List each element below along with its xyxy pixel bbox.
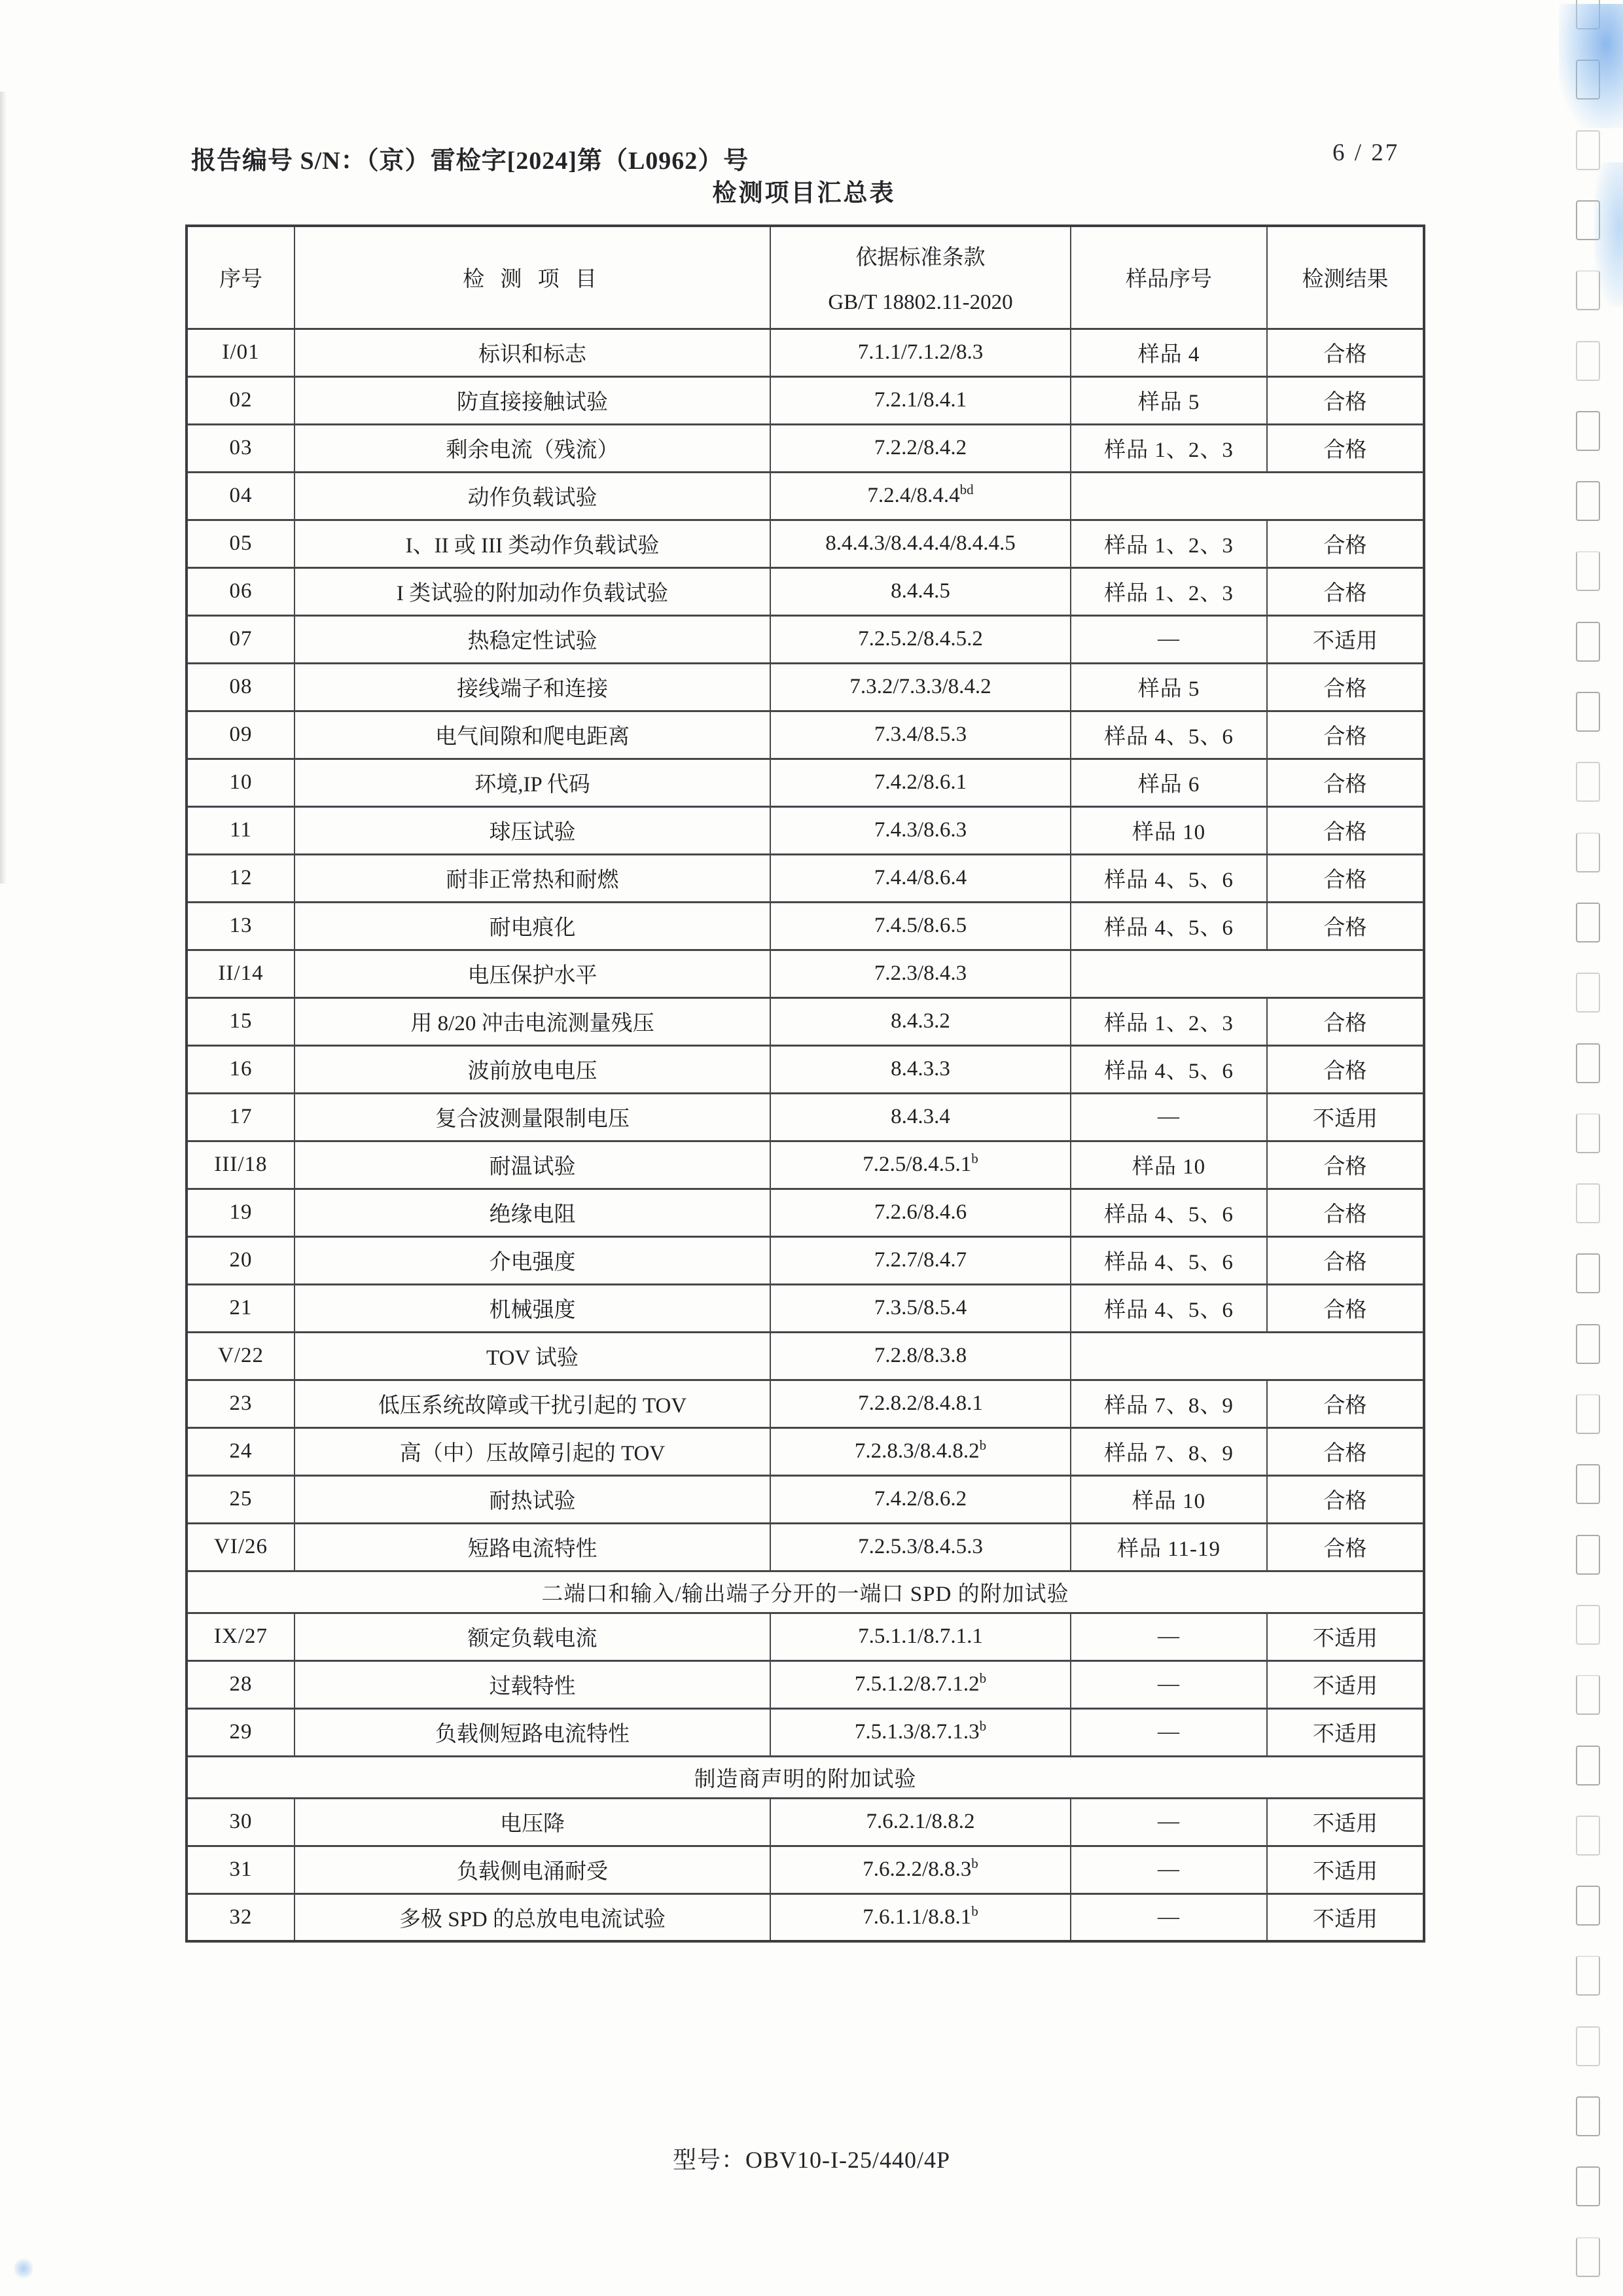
table-row bbox=[187, 520, 1424, 567]
clause-cell: 8.4.3.4 bbox=[770, 1093, 1071, 1141]
result-cell: 合格 bbox=[1267, 711, 1424, 759]
binder-hole-mark bbox=[1576, 1605, 1600, 1645]
item-cell: 负载侧短路电流特性 bbox=[294, 1708, 770, 1756]
table-row bbox=[187, 1093, 1424, 1141]
scan-edge-shadow bbox=[0, 92, 7, 884]
table-row bbox=[187, 1380, 1424, 1427]
row-no-cell: 19 bbox=[187, 1189, 294, 1236]
table-row bbox=[187, 902, 1424, 950]
table-row bbox=[187, 1284, 1424, 1332]
item-cell: 复合波测量限制电压 bbox=[294, 1093, 770, 1141]
header-result: 检测结果 bbox=[1267, 226, 1424, 329]
clause-cell: 7.2.8.2/8.4.8.1 bbox=[770, 1380, 1071, 1427]
row-no-cell: 10 bbox=[187, 759, 294, 806]
table-row bbox=[187, 1045, 1424, 1093]
table-row bbox=[187, 472, 1424, 520]
item-cell: 用 8/20 冲击电流测量残压 bbox=[294, 997, 770, 1045]
sample-cell: 样品 1、2、3 bbox=[1071, 997, 1267, 1045]
item-cell: 高（中）压故障引起的 TOV bbox=[294, 1427, 770, 1475]
row-no-cell: V/22 bbox=[187, 1332, 294, 1380]
table-row bbox=[187, 1236, 1424, 1284]
result-cell: 不适用 bbox=[1267, 615, 1424, 663]
sample-cell: 样品 10 bbox=[1071, 1475, 1267, 1523]
sample-cell: 样品 7、8、9 bbox=[1071, 1427, 1267, 1475]
sample-cell: — bbox=[1071, 1798, 1267, 1846]
sample-cell: 样品 4、5、6 bbox=[1071, 1284, 1267, 1332]
clause-cell: 7.4.3/8.6.3 bbox=[770, 806, 1071, 854]
row-no-cell: 11 bbox=[187, 806, 294, 854]
result-cell: 合格 bbox=[1267, 376, 1424, 424]
table-row bbox=[187, 1846, 1424, 1893]
row-no-cell: 30 bbox=[187, 1798, 294, 1846]
header-clause bbox=[770, 226, 1071, 329]
section-label: 二端口和输入/输出端子分开的一端口 SPD 的附加试验 bbox=[187, 1571, 1424, 1613]
table-row bbox=[187, 950, 1424, 997]
item-cell: 机械强度 bbox=[294, 1284, 770, 1332]
binder-hole-mark bbox=[1576, 341, 1600, 381]
binder-hole-mark bbox=[1576, 1675, 1600, 1715]
result-cell: 合格 bbox=[1267, 1523, 1424, 1571]
table-row bbox=[187, 1798, 1424, 1846]
result-cell: 合格 bbox=[1267, 520, 1424, 567]
item-cell: 耐电痕化 bbox=[294, 902, 770, 950]
row-no-cell: IX/27 bbox=[187, 1613, 294, 1660]
binder-hole-mark bbox=[1576, 1394, 1600, 1434]
sample-cell: 样品 4、5、6 bbox=[1071, 854, 1267, 902]
sample-cell: 样品 4、5、6 bbox=[1071, 902, 1267, 950]
clause-cell: 7.4.5/8.6.5 bbox=[770, 902, 1071, 950]
item-cell: 波前放电电压 bbox=[294, 1045, 770, 1093]
result-cell: 合格 bbox=[1267, 329, 1424, 376]
row-no-cell: 17 bbox=[187, 1093, 294, 1141]
table-row bbox=[187, 1613, 1424, 1660]
item-cell: 动作负载试验 bbox=[294, 472, 770, 520]
binder-hole-mark bbox=[1576, 2166, 1600, 2206]
row-no-cell: 25 bbox=[187, 1475, 294, 1523]
sample-cell: — bbox=[1071, 1613, 1267, 1660]
table-row bbox=[187, 997, 1424, 1045]
section-row bbox=[187, 1571, 1424, 1613]
row-no-cell: 15 bbox=[187, 997, 294, 1045]
result-cell: 合格 bbox=[1267, 1475, 1424, 1523]
row-no-cell: 32 bbox=[187, 1893, 294, 1941]
table-row bbox=[187, 376, 1424, 424]
sample-cell: 样品 4、5、6 bbox=[1071, 1045, 1267, 1093]
sample-cell: 样品 4、5、6 bbox=[1071, 711, 1267, 759]
result-cell: 合格 bbox=[1267, 806, 1424, 854]
binder-hole-mark bbox=[1576, 1535, 1600, 1575]
item-cell: 短路电流特性 bbox=[294, 1523, 770, 1571]
clause-cell: 7.2.6/8.4.6 bbox=[770, 1189, 1071, 1236]
item-cell: I、II 或 III 类动作负载试验 bbox=[294, 520, 770, 567]
section-label: 制造商声明的附加试验 bbox=[187, 1756, 1424, 1798]
item-cell: 球压试验 bbox=[294, 806, 770, 854]
clause-cell: 7.1.1/7.1.2/8.3 bbox=[770, 329, 1071, 376]
clause-cell: 8.4.3.3 bbox=[770, 1045, 1071, 1093]
item-cell: TOV 试验 bbox=[294, 1332, 770, 1380]
clause-cell: 7.5.1.2/8.7.1.2$^b$ bbox=[770, 1660, 1071, 1708]
binder-hole-mark bbox=[1576, 762, 1600, 802]
clause-cell: 7.5.1.1/8.7.1.1 bbox=[770, 1613, 1071, 1660]
result-cell: 合格 bbox=[1267, 1236, 1424, 1284]
merged-empty-cell bbox=[1071, 1332, 1424, 1380]
table-row bbox=[187, 806, 1424, 854]
clause-cell: 7.2.5/8.4.5.1$^b$ bbox=[770, 1141, 1071, 1189]
result-cell: 合格 bbox=[1267, 1045, 1424, 1093]
result-cell: 合格 bbox=[1267, 1141, 1424, 1189]
header-clause-line2: GB/T 18802.11-2020 bbox=[828, 290, 1013, 314]
clause-cell: 8.4.4.3/8.4.4.4/8.4.4.5 bbox=[770, 520, 1071, 567]
ink-smudge-top-right bbox=[1559, 4, 1623, 128]
item-cell: 剩余电流（残流） bbox=[294, 424, 770, 472]
row-no-cell: 04 bbox=[187, 472, 294, 520]
binder-hole-mark bbox=[1576, 551, 1600, 591]
binder-hole-mark bbox=[1576, 1956, 1600, 1996]
sample-cell: 样品 5 bbox=[1071, 376, 1267, 424]
table-row bbox=[187, 854, 1424, 902]
binder-hole-mark bbox=[1576, 481, 1600, 521]
result-cell: 合格 bbox=[1267, 759, 1424, 806]
result-cell: 不适用 bbox=[1267, 1093, 1424, 1141]
item-cell: 额定负载电流 bbox=[294, 1613, 770, 1660]
table-row bbox=[187, 567, 1424, 615]
binder-hole-mark bbox=[1576, 1113, 1600, 1153]
binder-hole-mark bbox=[1576, 973, 1600, 1013]
sample-cell: 样品 4、5、6 bbox=[1071, 1189, 1267, 1236]
clause-cell: 7.2.2/8.4.2 bbox=[770, 424, 1071, 472]
result-cell: 合格 bbox=[1267, 902, 1424, 950]
item-cell: 绝缘电阻 bbox=[294, 1189, 770, 1236]
clause-cell: 8.4.3.2 bbox=[770, 997, 1071, 1045]
item-cell: 介电强度 bbox=[294, 1236, 770, 1284]
clause-cell: 7.2.5.3/8.4.5.3 bbox=[770, 1523, 1071, 1571]
binder-hole-mark bbox=[1576, 2026, 1600, 2066]
binder-hole-mark bbox=[1576, 622, 1600, 662]
binder-hole-mark bbox=[1576, 1886, 1600, 1926]
item-cell: 耐热试验 bbox=[294, 1475, 770, 1523]
table-row bbox=[187, 1523, 1424, 1571]
row-no-cell: 20 bbox=[187, 1236, 294, 1284]
binder-hole-mark bbox=[1576, 1324, 1600, 1364]
clause-cell: 7.4.2/8.6.2 bbox=[770, 1475, 1071, 1523]
clause-cell: 7.2.4/8.4.4$^{bd}$ bbox=[770, 472, 1071, 520]
binder-hole-mark bbox=[1576, 2096, 1600, 2136]
item-cell: I 类试验的附加动作负载试验 bbox=[294, 567, 770, 615]
header-no: 序号 bbox=[187, 226, 294, 329]
page-title: 检测项目汇总表 bbox=[712, 180, 896, 207]
binder-hole-mark bbox=[1576, 1816, 1600, 1856]
row-no-cell: 29 bbox=[187, 1708, 294, 1756]
clause-cell: 7.2.3/8.4.3 bbox=[770, 950, 1071, 997]
item-cell: 电压降 bbox=[294, 1798, 770, 1846]
result-cell: 合格 bbox=[1267, 854, 1424, 902]
result-cell: 不适用 bbox=[1267, 1613, 1424, 1660]
result-cell: 合格 bbox=[1267, 1284, 1424, 1332]
binder-hole-mark bbox=[1576, 1183, 1600, 1223]
table-row bbox=[187, 1893, 1424, 1941]
result-cell: 合格 bbox=[1267, 1189, 1424, 1236]
row-no-cell: 16 bbox=[187, 1045, 294, 1093]
header-item: 检 测 项 目 bbox=[294, 226, 770, 329]
clause-cell: 7.4.4/8.6.4 bbox=[770, 854, 1071, 902]
header-sample: 样品序号 bbox=[1071, 226, 1267, 329]
table-row bbox=[187, 1189, 1424, 1236]
table-row bbox=[187, 1141, 1424, 1189]
sample-cell: — bbox=[1071, 615, 1267, 663]
clause-cell: 7.3.4/8.5.3 bbox=[770, 711, 1071, 759]
ink-smudge-right bbox=[1594, 162, 1623, 306]
table-row bbox=[187, 424, 1424, 472]
binder-hole-mark bbox=[1576, 1746, 1600, 1785]
sample-cell: — bbox=[1071, 1093, 1267, 1141]
item-cell: 耐非正常热和耐燃 bbox=[294, 854, 770, 902]
row-no-cell: 24 bbox=[187, 1427, 294, 1475]
binder-hole-mark bbox=[1576, 1464, 1600, 1504]
result-cell: 不适用 bbox=[1267, 1660, 1424, 1708]
result-cell: 合格 bbox=[1267, 1427, 1424, 1475]
item-cell: 电气间隙和爬电距离 bbox=[294, 711, 770, 759]
row-no-cell: III/18 bbox=[187, 1141, 294, 1189]
row-no-cell: 12 bbox=[187, 854, 294, 902]
result-cell: 不适用 bbox=[1267, 1893, 1424, 1941]
clause-cell: 8.4.4.5 bbox=[770, 567, 1071, 615]
table-row bbox=[187, 1475, 1424, 1523]
result-cell: 合格 bbox=[1267, 567, 1424, 615]
merged-empty-cell bbox=[1071, 950, 1424, 997]
clause-cell: 7.6.2.2/8.8.3$^b$ bbox=[770, 1846, 1071, 1893]
table-row bbox=[187, 759, 1424, 806]
clause-cell: 7.4.2/8.6.1 bbox=[770, 759, 1071, 806]
sample-cell: 样品 11-19 bbox=[1071, 1523, 1267, 1571]
clause-cell: 7.6.2.1/8.8.2 bbox=[770, 1798, 1071, 1846]
sample-cell: 样品 10 bbox=[1071, 806, 1267, 854]
binder-hole-mark bbox=[1576, 1253, 1600, 1293]
merged-empty-cell bbox=[1071, 472, 1424, 520]
row-no-cell: 21 bbox=[187, 1284, 294, 1332]
table-header-row bbox=[187, 226, 1424, 329]
row-no-cell: 23 bbox=[187, 1380, 294, 1427]
sample-cell: 样品 4 bbox=[1071, 329, 1267, 376]
table-body bbox=[187, 329, 1424, 1941]
sample-cell: 样品 4、5、6 bbox=[1071, 1236, 1267, 1284]
item-cell: 热稳定性试验 bbox=[294, 615, 770, 663]
row-no-cell: 06 bbox=[187, 567, 294, 615]
sample-cell: 样品 1、2、3 bbox=[1071, 567, 1267, 615]
result-cell: 合格 bbox=[1267, 424, 1424, 472]
header-clause-line1: 依据标准条款 bbox=[855, 245, 986, 270]
binder-hole-mark bbox=[1576, 903, 1600, 942]
row-no-cell: 03 bbox=[187, 424, 294, 472]
item-cell: 负载侧电涌耐受 bbox=[294, 1846, 770, 1893]
item-cell: 低压系统故障或干扰引起的 TOV bbox=[294, 1380, 770, 1427]
result-cell: 不适用 bbox=[1267, 1798, 1424, 1846]
clause-cell: 7.5.1.3/8.7.1.3$^b$ bbox=[770, 1708, 1071, 1756]
row-no-cell: 09 bbox=[187, 711, 294, 759]
table-row bbox=[187, 711, 1424, 759]
item-cell: 过载特性 bbox=[294, 1660, 770, 1708]
sample-cell: 样品 1、2、3 bbox=[1071, 424, 1267, 472]
row-no-cell: 07 bbox=[187, 615, 294, 663]
test-summary-table bbox=[185, 224, 1425, 1943]
table-row bbox=[187, 1660, 1424, 1708]
sample-cell: — bbox=[1071, 1660, 1267, 1708]
row-no-cell: 31 bbox=[187, 1846, 294, 1893]
sample-cell: 样品 7、8、9 bbox=[1071, 1380, 1267, 1427]
report-number: 报告编号 S/N：（京）雷检字[2024]第（L0962）号 bbox=[191, 147, 749, 175]
item-cell: 接线端子和连接 bbox=[294, 663, 770, 711]
binder-hole-mark bbox=[1576, 2237, 1600, 2277]
result-cell: 不适用 bbox=[1267, 1846, 1424, 1893]
clause-cell: 7.2.5.2/8.4.5.2 bbox=[770, 615, 1071, 663]
table-row bbox=[187, 329, 1424, 376]
table-row bbox=[187, 663, 1424, 711]
binder-hole-mark bbox=[1576, 411, 1600, 451]
row-no-cell: 28 bbox=[187, 1660, 294, 1708]
result-cell: 合格 bbox=[1267, 663, 1424, 711]
binder-hole-mark bbox=[1576, 833, 1600, 872]
clause-cell: 7.2.8/8.3.8 bbox=[770, 1332, 1071, 1380]
sample-cell: 样品 1、2、3 bbox=[1071, 520, 1267, 567]
page-number: 6 / 27 bbox=[1332, 139, 1400, 166]
section-row bbox=[187, 1756, 1424, 1798]
clause-cell: 7.3.2/7.3.3/8.4.2 bbox=[770, 663, 1071, 711]
sample-cell: 样品 6 bbox=[1071, 759, 1267, 806]
clause-cell: 7.2.8.3/8.4.8.2$^b$ bbox=[770, 1427, 1071, 1475]
row-no-cell: 02 bbox=[187, 376, 294, 424]
result-cell: 合格 bbox=[1267, 997, 1424, 1045]
sample-cell: 样品 10 bbox=[1071, 1141, 1267, 1189]
clause-cell: 7.2.1/8.4.1 bbox=[770, 376, 1071, 424]
binder-hole-mark bbox=[1576, 692, 1600, 732]
row-no-cell: 08 bbox=[187, 663, 294, 711]
table-row bbox=[187, 1427, 1424, 1475]
row-no-cell: VI/26 bbox=[187, 1523, 294, 1571]
clause-cell: 7.3.5/8.5.4 bbox=[770, 1284, 1071, 1332]
item-cell: 环境,IP 代码 bbox=[294, 759, 770, 806]
item-cell: 多极 SPD 的总放电电流试验 bbox=[294, 1893, 770, 1941]
sample-cell: — bbox=[1071, 1846, 1267, 1893]
row-no-cell: 05 bbox=[187, 520, 294, 567]
item-cell: 防直接接触试验 bbox=[294, 376, 770, 424]
item-cell: 耐温试验 bbox=[294, 1141, 770, 1189]
table-row bbox=[187, 1332, 1424, 1380]
table-row bbox=[187, 615, 1424, 663]
sample-cell: — bbox=[1071, 1708, 1267, 1756]
binder-hole-mark bbox=[1576, 1043, 1600, 1083]
result-cell: 合格 bbox=[1267, 1380, 1424, 1427]
sample-cell: — bbox=[1071, 1893, 1267, 1941]
item-cell: 电压保护水平 bbox=[294, 950, 770, 997]
row-no-cell: I/01 bbox=[187, 329, 294, 376]
ink-smudge-bottom-left bbox=[14, 2258, 33, 2279]
row-no-cell: 13 bbox=[187, 902, 294, 950]
table-row bbox=[187, 1708, 1424, 1756]
clause-cell: 7.6.1.1/8.8.1$^b$ bbox=[770, 1893, 1071, 1941]
clause-cell: 7.2.7/8.4.7 bbox=[770, 1236, 1071, 1284]
sample-cell: 样品 5 bbox=[1071, 663, 1267, 711]
row-no-cell: II/14 bbox=[187, 950, 294, 997]
result-cell: 不适用 bbox=[1267, 1708, 1424, 1756]
item-cell: 标识和标志 bbox=[294, 329, 770, 376]
model-number: 型号：OBV10-I-25/440/4P bbox=[673, 2147, 950, 2173]
